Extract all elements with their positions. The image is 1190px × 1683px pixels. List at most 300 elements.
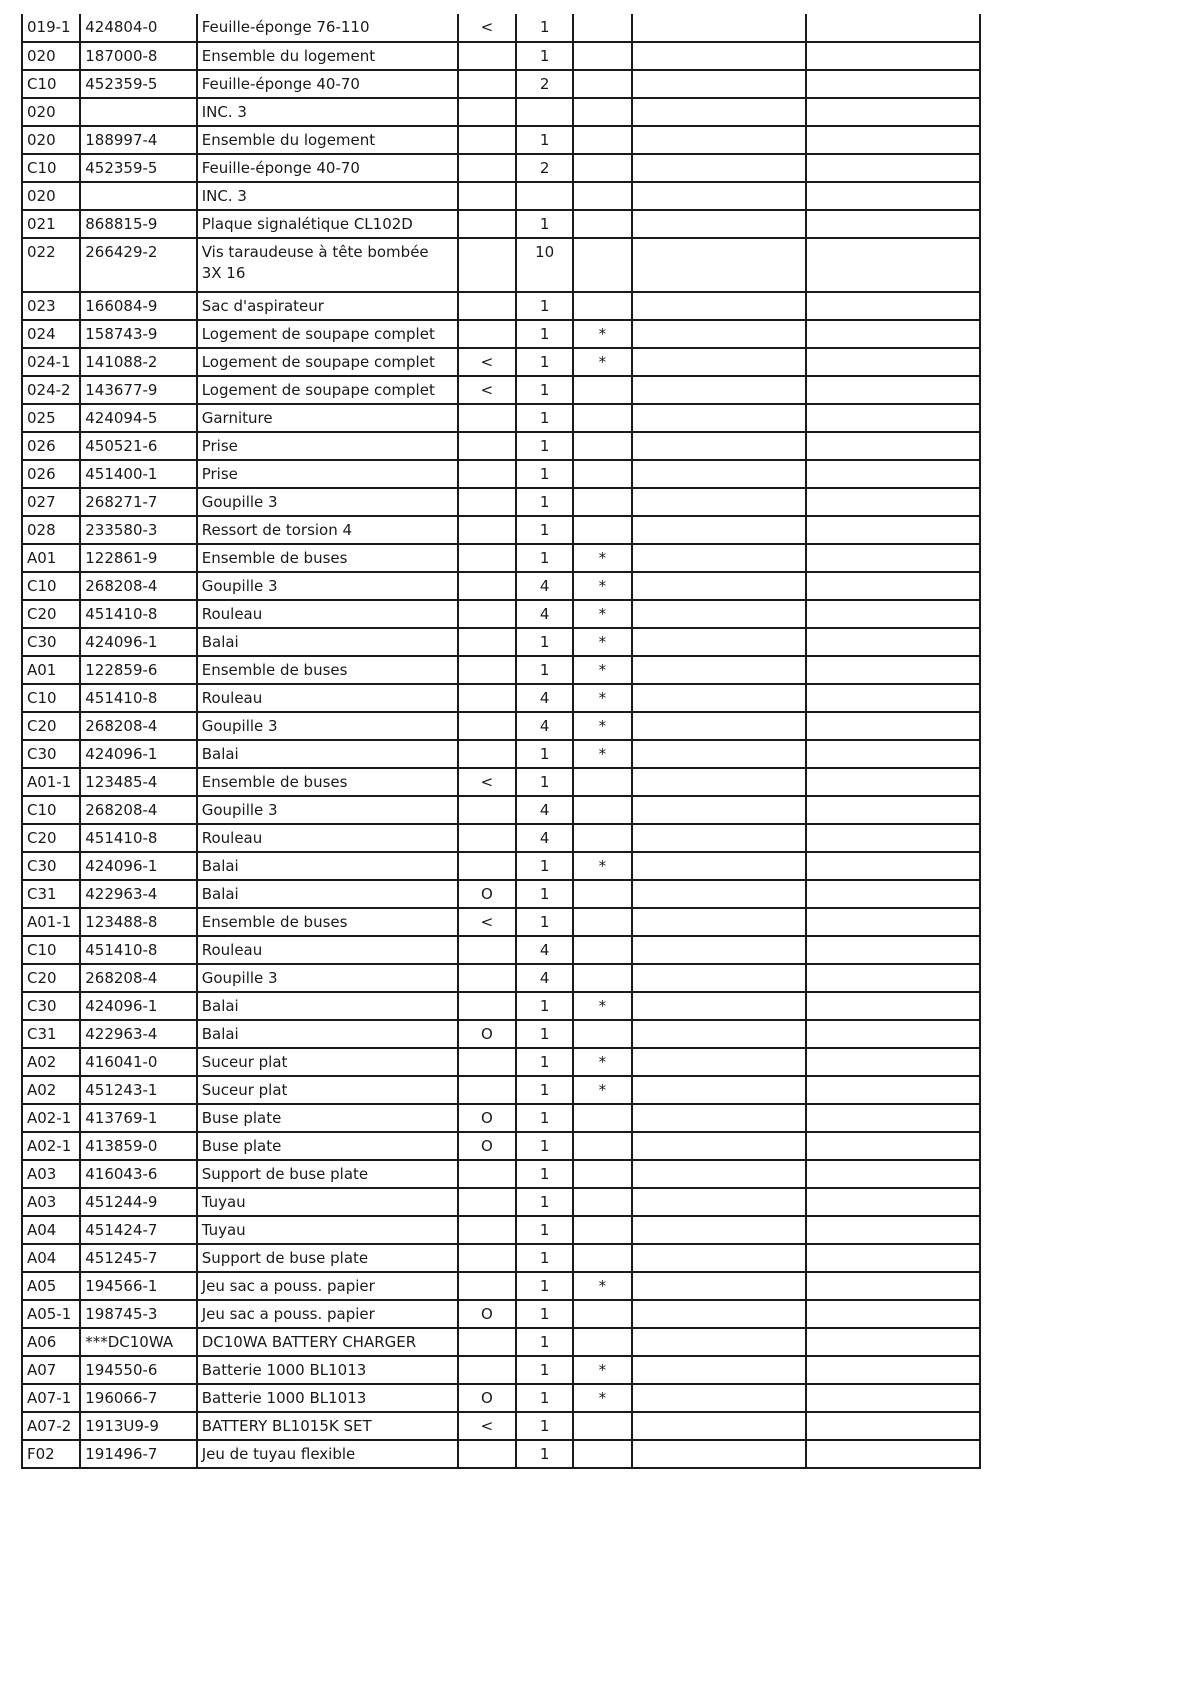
empty-cell-b (806, 880, 980, 908)
marker-cell: O (458, 1132, 516, 1160)
marker-cell (458, 320, 516, 348)
table-row (22, 376, 980, 404)
empty-cell-a (632, 908, 807, 936)
table-row (22, 544, 980, 572)
quantity-cell (516, 98, 573, 126)
empty-cell-a (632, 154, 807, 182)
table-row (22, 1076, 980, 1104)
empty-cell-a (632, 1048, 807, 1076)
description-cell: Plaque signalétique CL102D (197, 210, 458, 238)
item-number-cell: 025 (22, 404, 80, 432)
marker-cell: O (458, 1300, 516, 1328)
empty-cell-b (806, 740, 980, 768)
item-number-cell: 027 (22, 488, 80, 516)
empty-cell-a (632, 1356, 807, 1384)
empty-cell-b (806, 14, 980, 42)
description-cell: Ressort de torsion 4 (197, 516, 458, 544)
empty-cell-a (632, 348, 807, 376)
table-row (22, 154, 980, 182)
item-number-cell: A02 (22, 1076, 80, 1104)
empty-cell-a (632, 126, 807, 154)
marker-cell (458, 712, 516, 740)
description-cell: Rouleau (197, 936, 458, 964)
item-number-cell: 026 (22, 432, 80, 460)
quantity-cell: 1 (516, 1076, 573, 1104)
parts-list-page (21, 0, 981, 1469)
description-cell: DC10WA BATTERY CHARGER (197, 1328, 458, 1356)
empty-cell-a (632, 432, 807, 460)
description-cell: Vis taraudeuse à tête bombée 3X 16 (197, 238, 458, 292)
description-cell: Balai (197, 852, 458, 880)
table-row (22, 292, 980, 320)
quantity-cell: 1 (516, 1132, 573, 1160)
asterisk-cell: * (573, 656, 631, 684)
empty-cell-a (632, 572, 807, 600)
quantity-cell: 4 (516, 796, 573, 824)
empty-cell-b (806, 1300, 980, 1328)
quantity-cell: 1 (516, 432, 573, 460)
empty-cell-b (806, 1216, 980, 1244)
item-number-cell: A01-1 (22, 768, 80, 796)
quantity-cell: 1 (516, 1048, 573, 1076)
asterisk-cell (573, 210, 631, 238)
quantity-cell: 1 (516, 1104, 573, 1132)
table-row (22, 516, 980, 544)
quantity-cell: 1 (516, 852, 573, 880)
item-number-cell: C10 (22, 70, 80, 98)
description-cell: Batterie 1000 BL1013 (197, 1356, 458, 1384)
empty-cell-a (632, 852, 807, 880)
marker-cell (458, 824, 516, 852)
description-cell: Balai (197, 740, 458, 768)
part-number-cell: 194566-1 (80, 1272, 196, 1300)
table-row (22, 1160, 980, 1188)
part-number-cell: 123485-4 (80, 768, 196, 796)
marker-cell (458, 936, 516, 964)
asterisk-cell: * (573, 348, 631, 376)
part-number-cell: 416041-0 (80, 1048, 196, 1076)
item-number-cell: 019-1 (22, 14, 80, 42)
marker-cell (458, 126, 516, 154)
description-cell: Ensemble de buses (197, 908, 458, 936)
parts-table-body (22, 14, 980, 1468)
description-cell: Goupille 3 (197, 712, 458, 740)
table-row (22, 796, 980, 824)
table-row (22, 740, 980, 768)
quantity-cell: 1 (516, 1300, 573, 1328)
description-cell: Tuyau (197, 1188, 458, 1216)
item-number-cell: C30 (22, 740, 80, 768)
marker-cell (458, 42, 516, 70)
empty-cell-a (632, 210, 807, 238)
description-cell: Ensemble du logement (197, 126, 458, 154)
item-number-cell: 020 (22, 182, 80, 210)
empty-cell-b (806, 768, 980, 796)
asterisk-cell (573, 768, 631, 796)
empty-cell-b (806, 348, 980, 376)
table-row (22, 1188, 980, 1216)
item-number-cell: A01 (22, 656, 80, 684)
marker-cell (458, 292, 516, 320)
quantity-cell: 1 (516, 516, 573, 544)
item-number-cell: A01-1 (22, 908, 80, 936)
description-cell: Balai (197, 1020, 458, 1048)
marker-cell: < (458, 908, 516, 936)
asterisk-cell (573, 488, 631, 516)
empty-cell-a (632, 1160, 807, 1188)
asterisk-cell (573, 98, 631, 126)
description-cell: BATTERY BL1015K SET (197, 1412, 458, 1440)
marker-cell (458, 182, 516, 210)
description-cell: Jeu sac a pouss. papier (197, 1300, 458, 1328)
description-cell: Balai (197, 992, 458, 1020)
item-number-cell: 024-1 (22, 348, 80, 376)
empty-cell-a (632, 42, 807, 70)
marker-cell (458, 544, 516, 572)
asterisk-cell (573, 824, 631, 852)
asterisk-cell (573, 182, 631, 210)
quantity-cell: 1 (516, 488, 573, 516)
part-number-cell: 266429-2 (80, 238, 196, 292)
marker-cell (458, 1188, 516, 1216)
part-number-cell: 166084-9 (80, 292, 196, 320)
part-number-cell (80, 98, 196, 126)
quantity-cell: 1 (516, 1244, 573, 1272)
empty-cell-b (806, 684, 980, 712)
marker-cell (458, 210, 516, 238)
asterisk-cell (573, 1188, 631, 1216)
empty-cell-a (632, 712, 807, 740)
asterisk-cell (573, 1300, 631, 1328)
table-row (22, 70, 980, 98)
item-number-cell: A05-1 (22, 1300, 80, 1328)
empty-cell-b (806, 1272, 980, 1300)
marker-cell (458, 238, 516, 292)
asterisk-cell: * (573, 1272, 631, 1300)
table-row (22, 1300, 980, 1328)
description-cell: Garniture (197, 404, 458, 432)
marker-cell: O (458, 1384, 516, 1412)
empty-cell-a (632, 936, 807, 964)
part-number-cell: 143677-9 (80, 376, 196, 404)
table-row (22, 684, 980, 712)
quantity-cell: 1 (516, 544, 573, 572)
empty-cell-a (632, 1076, 807, 1104)
table-row (22, 768, 980, 796)
item-number-cell: F02 (22, 1440, 80, 1468)
item-number-cell: 022 (22, 238, 80, 292)
item-number-cell: C10 (22, 154, 80, 182)
description-cell: Rouleau (197, 600, 458, 628)
marker-cell: < (458, 1412, 516, 1440)
asterisk-cell: * (573, 992, 631, 1020)
quantity-cell: 1 (516, 1272, 573, 1300)
item-number-cell: A04 (22, 1216, 80, 1244)
marker-cell (458, 600, 516, 628)
table-row (22, 460, 980, 488)
quantity-cell: 1 (516, 460, 573, 488)
table-row (22, 852, 980, 880)
description-cell: Feuille-éponge 40-70 (197, 70, 458, 98)
table-row (22, 14, 980, 42)
empty-cell-a (632, 880, 807, 908)
empty-cell-b (806, 1132, 980, 1160)
description-cell: Balai (197, 880, 458, 908)
quantity-cell: 1 (516, 1412, 573, 1440)
empty-cell-b (806, 796, 980, 824)
marker-cell (458, 1216, 516, 1244)
marker-cell (458, 1160, 516, 1188)
empty-cell-a (632, 292, 807, 320)
asterisk-cell (573, 1216, 631, 1244)
empty-cell-a (632, 544, 807, 572)
item-number-cell: C10 (22, 684, 80, 712)
empty-cell-b (806, 908, 980, 936)
marker-cell (458, 1328, 516, 1356)
empty-cell-b (806, 1356, 980, 1384)
description-cell: Buse plate (197, 1132, 458, 1160)
asterisk-cell (573, 126, 631, 154)
part-number-cell: 1913U9-9 (80, 1412, 196, 1440)
marker-cell (458, 796, 516, 824)
empty-cell-b (806, 1412, 980, 1440)
item-number-cell: A03 (22, 1188, 80, 1216)
empty-cell-b (806, 488, 980, 516)
empty-cell-b (806, 98, 980, 126)
part-number-cell: 413769-1 (80, 1104, 196, 1132)
table-row (22, 712, 980, 740)
empty-cell-a (632, 238, 807, 292)
part-number-cell: 450521-6 (80, 432, 196, 460)
asterisk-cell (573, 70, 631, 98)
table-row (22, 210, 980, 238)
item-number-cell: A01 (22, 544, 80, 572)
quantity-cell: 4 (516, 824, 573, 852)
table-row (22, 1272, 980, 1300)
quantity-cell: 1 (516, 656, 573, 684)
empty-cell-b (806, 126, 980, 154)
empty-cell-b (806, 210, 980, 238)
empty-cell-a (632, 768, 807, 796)
asterisk-cell: * (573, 1076, 631, 1104)
empty-cell-a (632, 1216, 807, 1244)
item-number-cell: C20 (22, 600, 80, 628)
item-number-cell: 020 (22, 126, 80, 154)
quantity-cell: 1 (516, 1160, 573, 1188)
quantity-cell: 2 (516, 70, 573, 98)
table-row (22, 1356, 980, 1384)
empty-cell-b (806, 600, 980, 628)
description-cell: Goupille 3 (197, 796, 458, 824)
asterisk-cell (573, 908, 631, 936)
asterisk-cell (573, 516, 631, 544)
quantity-cell: 1 (516, 1020, 573, 1048)
marker-cell: O (458, 880, 516, 908)
asterisk-cell: * (573, 1048, 631, 1076)
empty-cell-a (632, 376, 807, 404)
item-number-cell: 028 (22, 516, 80, 544)
quantity-cell: 1 (516, 210, 573, 238)
asterisk-cell (573, 42, 631, 70)
table-row (22, 936, 980, 964)
empty-cell-a (632, 684, 807, 712)
item-number-cell: 026 (22, 460, 80, 488)
empty-cell-b (806, 1188, 980, 1216)
item-number-cell: A06 (22, 1328, 80, 1356)
empty-cell-a (632, 460, 807, 488)
table-row (22, 600, 980, 628)
table-row (22, 1328, 980, 1356)
part-number-cell: 868815-9 (80, 210, 196, 238)
quantity-cell (516, 182, 573, 210)
quantity-cell: 1 (516, 1188, 573, 1216)
item-number-cell: C10 (22, 936, 80, 964)
description-cell: Sac d'aspirateur (197, 292, 458, 320)
part-number-cell: 451410-8 (80, 824, 196, 852)
empty-cell-a (632, 740, 807, 768)
marker-cell (458, 740, 516, 768)
marker-cell (458, 1272, 516, 1300)
empty-cell-b (806, 1160, 980, 1188)
marker-cell (458, 1356, 516, 1384)
asterisk-cell: * (573, 320, 631, 348)
empty-cell-b (806, 182, 980, 210)
description-cell: INC. 3 (197, 182, 458, 210)
part-number-cell: 451410-8 (80, 684, 196, 712)
asterisk-cell (573, 1132, 631, 1160)
asterisk-cell: * (573, 1384, 631, 1412)
empty-cell-a (632, 1384, 807, 1412)
empty-cell-a (632, 488, 807, 516)
table-row (22, 1104, 980, 1132)
item-number-cell: A02-1 (22, 1132, 80, 1160)
quantity-cell: 4 (516, 936, 573, 964)
description-cell: Prise (197, 432, 458, 460)
marker-cell (458, 516, 516, 544)
item-number-cell: C10 (22, 796, 80, 824)
item-number-cell: 020 (22, 98, 80, 126)
marker-cell (458, 1076, 516, 1104)
empty-cell-a (632, 182, 807, 210)
part-number-cell: 451243-1 (80, 1076, 196, 1104)
quantity-cell: 4 (516, 684, 573, 712)
part-number-cell: 424804-0 (80, 14, 196, 42)
asterisk-cell: * (573, 852, 631, 880)
item-number-cell: C10 (22, 572, 80, 600)
asterisk-cell (573, 964, 631, 992)
empty-cell-a (632, 628, 807, 656)
part-number-cell: 451400-1 (80, 460, 196, 488)
asterisk-cell: * (573, 1356, 631, 1384)
empty-cell-b (806, 936, 980, 964)
empty-cell-a (632, 404, 807, 432)
empty-cell-b (806, 376, 980, 404)
empty-cell-a (632, 600, 807, 628)
table-row (22, 488, 980, 516)
marker-cell: < (458, 14, 516, 42)
empty-cell-b (806, 1104, 980, 1132)
part-number-cell: 158743-9 (80, 320, 196, 348)
part-number-cell: ***DC10WA (80, 1328, 196, 1356)
marker-cell (458, 98, 516, 126)
part-number-cell: 451245-7 (80, 1244, 196, 1272)
table-row (22, 320, 980, 348)
empty-cell-b (806, 1328, 980, 1356)
part-number-cell: 451244-9 (80, 1188, 196, 1216)
table-row (22, 238, 980, 292)
part-number-cell: 268208-4 (80, 712, 196, 740)
part-number-cell: 424096-1 (80, 740, 196, 768)
marker-cell (458, 1440, 516, 1468)
asterisk-cell: * (573, 712, 631, 740)
quantity-cell: 1 (516, 1356, 573, 1384)
item-number-cell: C30 (22, 992, 80, 1020)
empty-cell-b (806, 1384, 980, 1412)
empty-cell-b (806, 404, 980, 432)
asterisk-cell: * (573, 572, 631, 600)
quantity-cell: 1 (516, 992, 573, 1020)
table-row (22, 98, 980, 126)
empty-cell-b (806, 1048, 980, 1076)
empty-cell-b (806, 292, 980, 320)
marker-cell: < (458, 348, 516, 376)
item-number-cell: A05 (22, 1272, 80, 1300)
description-cell: Goupille 3 (197, 964, 458, 992)
quantity-cell: 1 (516, 1384, 573, 1412)
description-cell: Ensemble de buses (197, 544, 458, 572)
marker-cell (458, 460, 516, 488)
part-number-cell: 451424-7 (80, 1216, 196, 1244)
part-number-cell: 268271-7 (80, 488, 196, 516)
item-number-cell: C20 (22, 964, 80, 992)
empty-cell-b (806, 544, 980, 572)
empty-cell-a (632, 98, 807, 126)
description-cell: Tuyau (197, 1216, 458, 1244)
empty-cell-a (632, 70, 807, 98)
empty-cell-b (806, 154, 980, 182)
description-cell: Suceur plat (197, 1048, 458, 1076)
item-number-cell: A03 (22, 1160, 80, 1188)
asterisk-cell: * (573, 628, 631, 656)
empty-cell-a (632, 992, 807, 1020)
quantity-cell: 1 (516, 880, 573, 908)
item-number-cell: A07 (22, 1356, 80, 1384)
part-number-cell: 233580-3 (80, 516, 196, 544)
item-number-cell: C30 (22, 628, 80, 656)
asterisk-cell (573, 1412, 631, 1440)
empty-cell-b (806, 628, 980, 656)
quantity-cell: 1 (516, 768, 573, 796)
quantity-cell: 1 (516, 320, 573, 348)
description-cell: Jeu sac a pouss. papier (197, 1272, 458, 1300)
part-number-cell: 141088-2 (80, 348, 196, 376)
item-number-cell: C31 (22, 880, 80, 908)
part-number-cell: 122859-6 (80, 656, 196, 684)
empty-cell-b (806, 460, 980, 488)
quantity-cell: 1 (516, 1216, 573, 1244)
marker-cell (458, 572, 516, 600)
description-cell: Jeu de tuyau flexible (197, 1440, 458, 1468)
marker-cell (458, 852, 516, 880)
quantity-cell: 1 (516, 376, 573, 404)
quantity-cell: 1 (516, 42, 573, 70)
part-number-cell: 424096-1 (80, 992, 196, 1020)
part-number-cell: 451410-8 (80, 936, 196, 964)
table-row (22, 348, 980, 376)
description-cell: Logement de soupape complet (197, 320, 458, 348)
table-row (22, 1132, 980, 1160)
part-number-cell: 268208-4 (80, 964, 196, 992)
